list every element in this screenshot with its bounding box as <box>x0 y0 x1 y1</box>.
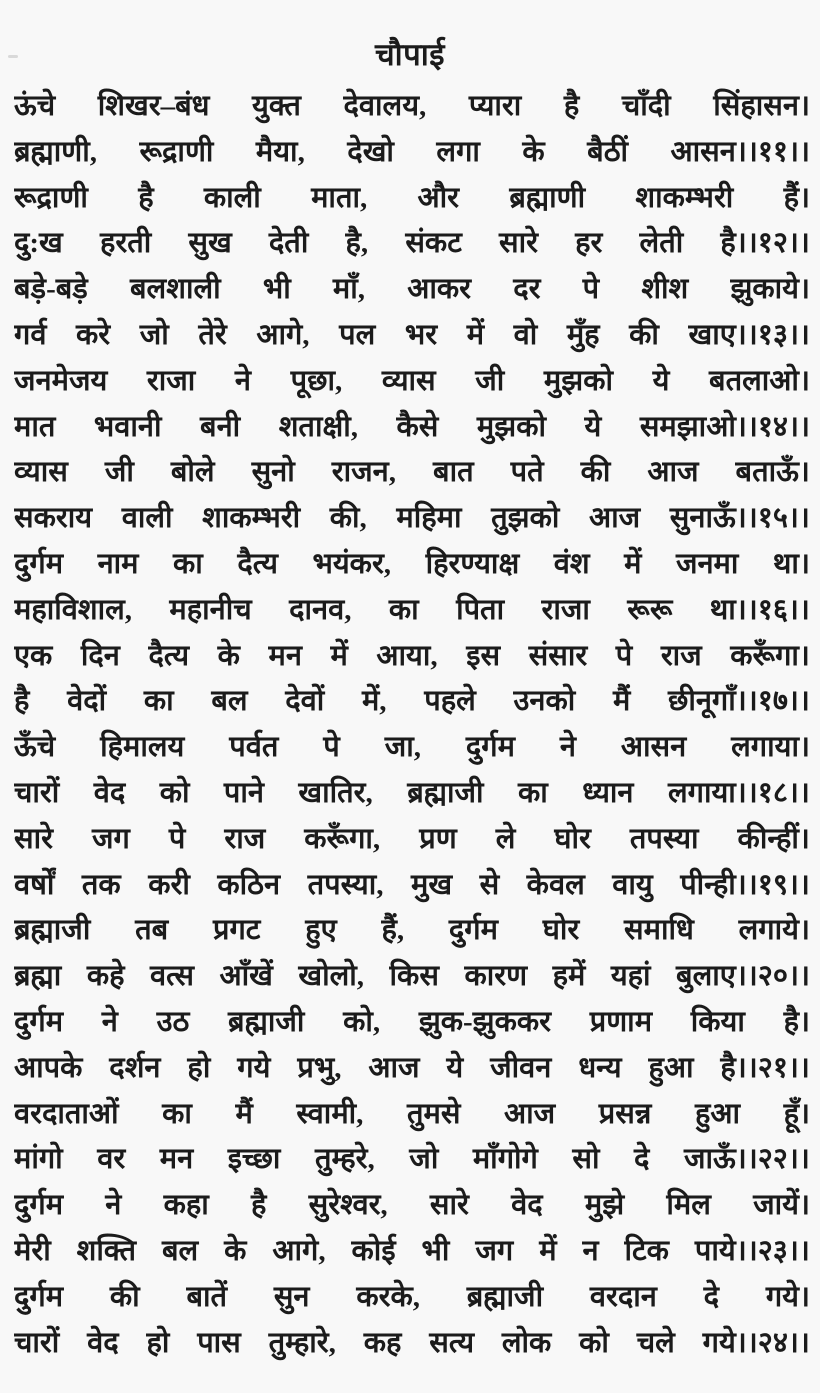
verse-line <box>14 84 810 130</box>
verse-word: यहां <box>610 960 651 993</box>
verse-word: ये <box>652 364 670 397</box>
verse-word: न <box>582 1234 599 1267</box>
verse-word: पे <box>168 822 186 855</box>
verse-word: कारण <box>464 960 528 993</box>
verse-word: बल <box>211 685 248 718</box>
verse-word: का <box>162 1097 192 1130</box>
verse-line <box>14 1229 810 1275</box>
verse-word: लगाया। <box>731 731 810 764</box>
verse-line <box>14 725 810 771</box>
verse-line <box>14 588 810 634</box>
verse-word: झुकाये। <box>730 273 810 306</box>
verse-line <box>14 313 810 359</box>
verse-word: जो <box>409 1143 439 1176</box>
verse-word: राजा <box>541 593 590 626</box>
verse-word: गर्व <box>14 318 47 351</box>
verse-line <box>14 1092 810 1138</box>
verse-word: ऊंचे <box>14 90 56 122</box>
verse-word: है।।१२।। <box>720 227 810 260</box>
verse-word: हुआ <box>648 1051 694 1084</box>
verse-word: तपस्या <box>629 822 699 855</box>
verse-word: वेद <box>93 776 126 809</box>
verse-word: तुम्हरे, <box>314 1143 375 1176</box>
verse-word: देवों <box>285 685 325 718</box>
verse-word: सुन <box>273 1280 310 1313</box>
verse-word: है। <box>783 1005 810 1038</box>
verse-word: चारों <box>14 1326 60 1359</box>
verse-word: आकर <box>407 273 471 306</box>
verse-word: जा, <box>384 731 421 764</box>
verse-word: गये <box>237 1051 271 1084</box>
verse-word: किस <box>389 960 439 993</box>
verse-word: महिमा <box>396 502 462 535</box>
verse-word: ने <box>101 1005 118 1038</box>
verse-word: प्रणाम <box>589 1005 653 1038</box>
verse-word: सारे <box>14 822 53 855</box>
verse-word: चाँदी <box>621 90 671 122</box>
verse-word: वाली <box>121 502 173 535</box>
verse-word: बातें <box>186 1280 228 1313</box>
verse-word: लोक <box>501 1326 552 1359</box>
verse-word: तक <box>81 868 121 901</box>
verse-word: आज <box>589 502 641 535</box>
verse-word: गये। <box>765 1280 810 1313</box>
verse-line <box>14 405 810 451</box>
verse-line <box>14 1137 810 1183</box>
verse-word: छीनूगाँ।।१७।। <box>667 685 810 718</box>
verse-word: वायु <box>612 868 653 901</box>
verse-word: कोई <box>351 1234 396 1267</box>
verse-word: वरदान <box>589 1280 657 1313</box>
verse-word: दिन <box>80 639 120 672</box>
verse-word: मांगो <box>14 1143 63 1176</box>
verse-word: भी <box>262 273 291 306</box>
verse-word: राज <box>660 639 702 672</box>
verse-word: करे <box>76 318 111 351</box>
verse-word: जायें। <box>753 1189 810 1222</box>
verse-word: सुनो <box>251 456 295 489</box>
verse-word: केवल <box>526 868 585 901</box>
verse-word: शक्ति <box>76 1234 136 1267</box>
verse-word: करूँगा, <box>304 822 381 855</box>
verse-word: घोर <box>554 822 591 855</box>
verse-word: बनी <box>200 410 241 443</box>
verse-line <box>14 817 810 863</box>
verse-word: खोलो, <box>298 960 365 993</box>
verse-word: कैसे <box>396 410 439 443</box>
verse-word: था। <box>772 547 810 580</box>
verse-word: ब्रह्माजी <box>228 1005 305 1038</box>
verse-word: बताऊँ। <box>735 456 810 489</box>
verse-word: कीन्हीं। <box>737 822 810 855</box>
verse-word: दुर्गम <box>448 914 498 947</box>
verse-word: सुनाऊँ।।१५।। <box>669 502 810 535</box>
verse-word: समाधि <box>624 914 694 947</box>
verse-word: पल <box>339 318 376 351</box>
verse-word: पर्वत <box>229 731 279 764</box>
verse-word: मात <box>14 410 56 443</box>
verse-word: लगाये। <box>738 914 810 947</box>
verse-word: ये <box>584 410 602 443</box>
verse-word: मन <box>159 1143 194 1176</box>
verse-word: हर <box>575 227 603 260</box>
verse-word: व्यास <box>14 456 68 489</box>
verse-word: तेरे <box>198 318 227 351</box>
verse-word: आँखें <box>219 960 273 993</box>
verse-word: में <box>624 547 642 580</box>
verse-word: पे <box>323 731 340 764</box>
verse-word: पाये।।२३।। <box>694 1234 810 1267</box>
verse-word: कहे <box>86 960 125 993</box>
verse-word: दर्शन <box>109 1051 161 1084</box>
verse-word: मुख <box>410 868 453 901</box>
verse-word: दुर्गम <box>14 547 64 580</box>
verse-word: हुआ <box>694 1097 741 1130</box>
verse-word: हैं। <box>783 181 810 214</box>
verse-word: आज <box>368 1051 420 1084</box>
verse-word: ऊँचे <box>14 731 56 764</box>
verse-word: की, <box>329 502 367 535</box>
page-title: चौपाई <box>374 37 446 72</box>
verse-word: प्रण <box>419 822 457 855</box>
verse-word: हरती <box>99 227 152 260</box>
verse-word: जी <box>475 364 505 397</box>
verse-word: रूद्राणी <box>14 181 88 214</box>
verse-line <box>14 176 810 222</box>
verse-word: दे <box>634 1143 650 1176</box>
verse-word: वेद <box>511 1189 543 1222</box>
verse-word: भर <box>404 318 438 351</box>
verse-line <box>14 908 810 954</box>
verse-word: पते <box>510 456 544 489</box>
verse-word: सिंहासन। <box>713 90 810 122</box>
verse-word: आज <box>504 1097 556 1130</box>
verse-word: राज <box>224 822 266 855</box>
verse-word: देवालय, <box>343 90 427 122</box>
verse-word: बुलाए।।२०।। <box>676 960 810 993</box>
verse-word: पाने <box>223 776 264 809</box>
verse-word: मिल <box>666 1189 711 1222</box>
verse-word: सो <box>572 1143 600 1176</box>
verse-word: जो <box>139 318 169 351</box>
verse-word: मुझको <box>476 410 546 443</box>
verse-word: वेदों <box>67 685 107 718</box>
verse-word: करूँगा। <box>730 639 810 672</box>
verse-word: उठ <box>156 1005 190 1038</box>
verse-word: दुर्गम <box>14 1189 64 1222</box>
verse-word: झुक-झुककर <box>418 1005 552 1038</box>
verse-word: देती <box>268 227 309 260</box>
verse-word: मैं <box>235 1097 253 1130</box>
verse-word: शिखर–बंध <box>97 90 210 122</box>
verse-word: पे <box>582 273 600 306</box>
verse-word: वरदाताओं <box>14 1097 119 1130</box>
verse-word: युक्त <box>252 90 301 122</box>
verse-word: प्यारा <box>468 90 522 122</box>
verse-word: उनको <box>513 685 576 718</box>
verse-word: में <box>539 1234 557 1267</box>
verse-word: खाए।।१३।। <box>688 318 810 351</box>
verse-word: कठिन <box>217 868 281 901</box>
verse-word: जग <box>475 1234 514 1267</box>
verse-word: कह <box>363 1326 402 1359</box>
verse-word: प्रगट <box>212 914 261 947</box>
verse-word: मन <box>268 639 302 672</box>
verse-word: मुझको <box>543 364 613 397</box>
verse-word: महाविशाल, <box>14 593 133 626</box>
verse-line <box>14 863 810 909</box>
scan-artifact-mark <box>8 55 18 58</box>
verse-word: ले <box>495 822 516 855</box>
verse-word: ब्रह्माणी <box>509 181 586 214</box>
verse-line <box>14 130 810 176</box>
verse-word: कहा <box>163 1189 209 1222</box>
verse-word: राजन, <box>331 456 397 489</box>
verse-word: में <box>330 639 348 672</box>
verse-word: धन्य <box>578 1051 622 1084</box>
verse-word: भी <box>421 1234 450 1267</box>
verse-word: पीन्ही।।१९।। <box>680 868 810 901</box>
verse-word: बोले <box>170 456 215 489</box>
verse-word: काली <box>203 181 261 214</box>
verse-word: हिरण्याक्ष <box>425 547 520 580</box>
verse-word: आगे, <box>272 1234 326 1267</box>
verse-word: बतलाओ। <box>709 364 810 397</box>
verse-word: गये।।२४।। <box>702 1326 810 1359</box>
verse-word: माँ, <box>332 273 366 306</box>
verse-line <box>14 679 810 725</box>
verse-word: बात <box>433 456 474 489</box>
verse-word: शीश <box>641 273 689 306</box>
verse-word: जीवन <box>490 1051 552 1084</box>
verse-word: वो <box>513 318 538 351</box>
verse-word: समझाओ।।१४।। <box>639 410 810 443</box>
verse-word: सारे <box>429 1189 469 1222</box>
verse-word: को <box>579 1326 609 1359</box>
verse-word: देखो <box>347 135 394 168</box>
verse-word: दानव, <box>289 593 352 626</box>
verse-line <box>14 221 810 267</box>
verse-word: वत्स <box>149 960 195 993</box>
verse-word: आसन।।११।। <box>670 135 810 168</box>
verse-word: करी <box>148 868 190 901</box>
verse-word: मेरी <box>14 1234 51 1267</box>
verse-word: लगाया।।१८।। <box>667 776 810 809</box>
verse-word: दुर्गम <box>465 731 515 764</box>
verse-word: चारों <box>14 776 60 809</box>
verse-word: संकट <box>405 227 462 260</box>
verse-word: ब्रह्माजी <box>14 914 91 947</box>
verse-line <box>14 450 810 496</box>
verse-word: जी <box>104 456 134 489</box>
verse-word: दैत्य <box>237 547 278 580</box>
verse-word: सुरेश्वर, <box>308 1189 388 1222</box>
verse-word: मैया, <box>255 135 305 168</box>
verse-word: पे <box>615 639 633 672</box>
verse-line <box>14 771 810 817</box>
verse-word: हैं, <box>381 914 405 947</box>
verse-word: है, <box>345 227 369 260</box>
verse-word: आसन <box>620 731 687 764</box>
verse-line <box>14 1183 810 1229</box>
verse-line <box>14 542 810 588</box>
verse-word: पिता <box>456 593 505 626</box>
verse-word: के <box>217 639 240 672</box>
verse-word: आया, <box>376 639 438 672</box>
verse-word: एक <box>14 639 53 672</box>
verse-word: दर <box>513 273 541 306</box>
verse-word: तुमसे <box>407 1097 461 1130</box>
verse-word: जग <box>92 822 130 855</box>
verse-word: ये <box>446 1051 464 1084</box>
verse-line <box>14 496 810 542</box>
verse-word: दैत्य <box>148 639 190 672</box>
verse-line <box>14 1000 810 1046</box>
verse-line <box>14 359 810 405</box>
verse-word: है।।२१।। <box>720 1051 810 1084</box>
verse-line <box>14 634 810 680</box>
verse-word: स्वामी, <box>296 1097 364 1130</box>
verse-word: दे <box>703 1280 720 1313</box>
verse-word: हिमालय <box>100 731 185 764</box>
verse-word: को <box>159 776 190 809</box>
verse-word: प्रभु, <box>297 1051 342 1084</box>
verse-word: बल <box>161 1234 199 1267</box>
verse-word: है <box>138 181 154 214</box>
verse-line <box>14 267 810 313</box>
verse-word: सुख <box>188 227 232 260</box>
verse-word: दुर्गम <box>14 1280 64 1313</box>
verse-word: ब्रह्माणी, <box>14 135 98 168</box>
verse-word: घोर <box>542 914 580 947</box>
verse-word: का <box>173 547 203 580</box>
verse-word: ब्रह्माजी <box>466 1280 544 1313</box>
verse-word: हो <box>146 1326 170 1359</box>
verse-word: जनमा <box>675 547 739 580</box>
verse-word: भवानी <box>93 410 162 443</box>
verse-word: हो <box>187 1051 211 1084</box>
verse-word: चले <box>636 1326 675 1359</box>
verse-word: वंश <box>553 547 590 580</box>
poem-body <box>0 80 820 1366</box>
verse-word: दु:ख <box>14 227 63 260</box>
verse-word: का <box>143 685 174 718</box>
verse-word: आगे, <box>256 318 310 351</box>
verse-word: माँगोगे <box>472 1143 538 1176</box>
verse-word: दुर्गम <box>14 1005 64 1038</box>
verse-word: महानीच <box>169 593 252 626</box>
verse-word: माता, <box>311 181 368 214</box>
verse-word: लगा <box>436 135 480 168</box>
verse-word: इस <box>466 639 501 672</box>
verse-word: संसार <box>528 639 588 672</box>
verse-word: शाकम्भरी <box>202 502 301 535</box>
verse-word: में, <box>361 685 387 718</box>
verse-word: प्रसन्न <box>598 1097 652 1130</box>
verse-word: किया <box>690 1005 745 1038</box>
verse-word: राजा <box>146 364 196 397</box>
verse-word: सारे <box>498 227 538 260</box>
verse-word: तुम्हारे, <box>268 1326 336 1359</box>
verse-word: है <box>14 685 30 718</box>
verse-word: पूछा, <box>290 364 343 397</box>
verse-word: हुए <box>305 914 337 947</box>
verse-word: हूँ। <box>783 1097 810 1130</box>
verse-word: लेती <box>639 227 684 260</box>
verse-word: वर्षों <box>14 868 55 901</box>
verse-word: इच्छा <box>227 1143 281 1176</box>
verse-word: में <box>466 318 485 351</box>
verse-word: रूद्राणी <box>139 135 214 168</box>
verse-line <box>14 1321 810 1367</box>
verse-line <box>14 1046 810 1092</box>
verse-word: ब्रह्मा <box>14 960 62 993</box>
verse-word: ने <box>559 731 576 764</box>
verse-word: नाम <box>97 547 139 580</box>
verse-word: के <box>522 135 545 168</box>
verse-word: से <box>479 868 500 901</box>
verse-word: था।।१६।। <box>709 593 810 626</box>
verse-word: शाकम्भरी <box>635 181 734 214</box>
verse-word: तुझको <box>491 502 560 535</box>
verse-word: आज <box>647 456 699 489</box>
verse-word: का <box>388 593 419 626</box>
verse-word: बैठीं <box>587 135 629 168</box>
verse-word: वर <box>97 1143 126 1176</box>
verse-word: सकराय <box>14 502 93 535</box>
verse-word: मैं <box>612 685 631 718</box>
verse-word: को, <box>343 1005 381 1038</box>
verse-word: मुझे <box>584 1189 625 1222</box>
verse-word: बड़े-बड़े <box>14 273 88 306</box>
verse-word: पहले <box>424 685 476 718</box>
verse-word: मुँह <box>566 318 600 351</box>
verse-word: की <box>580 456 611 489</box>
verse-word: और <box>417 181 460 214</box>
verse-word: बलशाली <box>130 273 221 306</box>
verse-line <box>14 954 810 1000</box>
verse-word: जाऊँ।।२२।। <box>683 1143 810 1176</box>
verse-word: ध्यान <box>582 776 634 809</box>
verse-word: वेद <box>87 1326 119 1359</box>
verse-word: खातिर, <box>298 776 373 809</box>
verse-word: सत्य <box>429 1326 475 1359</box>
verse-word: के <box>224 1234 247 1267</box>
verse-word: हमें <box>552 960 586 993</box>
verse-word: की <box>629 318 659 351</box>
verse-word: शताक्षी, <box>278 410 359 443</box>
verse-word: जनमेजय <box>14 364 108 397</box>
verse-word: है <box>251 1189 267 1222</box>
verse-word: पास <box>197 1326 241 1359</box>
verse-word: ब्रह्माजी <box>407 776 484 809</box>
verse-word: रूरू <box>627 593 673 626</box>
verse-word: करके, <box>356 1280 420 1313</box>
verse-word: ने <box>234 364 252 397</box>
verse-word: का <box>517 776 548 809</box>
verse-word: है <box>563 90 580 122</box>
verse-word: की <box>109 1280 140 1313</box>
verse-word: आपके <box>14 1051 83 1084</box>
verse-line <box>14 1275 810 1321</box>
verse-word: ने <box>105 1189 122 1222</box>
verse-word: तपस्या, <box>307 868 384 901</box>
verse-word: भयंकर, <box>312 547 392 580</box>
verse-word: व्यास <box>381 364 436 397</box>
verse-word: तब <box>135 914 169 947</box>
verse-word: टिक <box>624 1234 669 1267</box>
